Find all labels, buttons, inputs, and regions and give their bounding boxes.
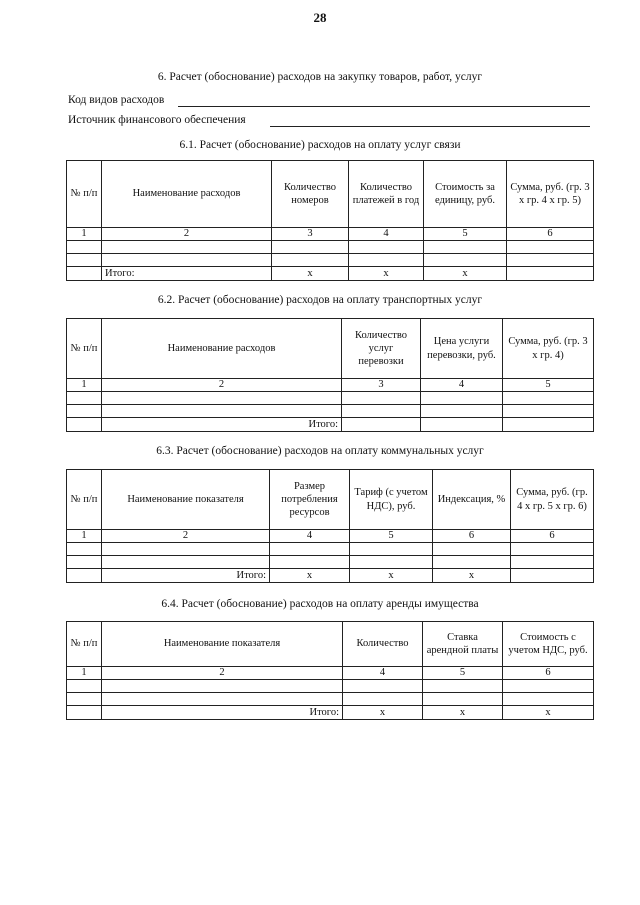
total-cell: х [270, 569, 350, 583]
column-number: 5 [503, 379, 594, 392]
total-cell: х [272, 267, 349, 281]
column-number: 5 [424, 228, 507, 241]
empty-row [67, 680, 594, 693]
header-cell: Наименование показателя [102, 622, 343, 667]
total-label: Итого: [102, 569, 270, 583]
column-number: 2 [102, 530, 270, 543]
column-number: 4 [270, 530, 350, 543]
header-cell: Количество [343, 622, 423, 667]
funding-source-field [270, 126, 590, 127]
funding-source-label: Источник финансового обеспечения [68, 114, 246, 126]
total-cell: х [350, 569, 433, 583]
header-cell: № п/п [67, 161, 102, 228]
header-cell: Сумма, руб. (гр. 4 х гр. 5 х гр. 6) [511, 470, 594, 530]
column-number: 5 [423, 667, 503, 680]
empty-row [67, 693, 594, 706]
table-header-row [67, 622, 594, 667]
header-cell: № п/п [67, 470, 102, 530]
page-number: 28 [313, 10, 327, 25]
column-number: 6 [503, 667, 594, 680]
column-number: 5 [350, 530, 433, 543]
column-number: 6 [507, 228, 594, 241]
expense-code-field [178, 106, 590, 107]
header-cell: Стоимость за единицу, руб. [424, 161, 507, 228]
empty-row [67, 556, 594, 569]
column-number: 2 [102, 228, 272, 241]
column-number: 6 [511, 530, 594, 543]
header-cell: Сумма, руб. (гр. 3 х гр. 4) [503, 319, 594, 379]
empty-row [67, 543, 594, 556]
empty-row [67, 241, 594, 254]
total-row [67, 418, 594, 432]
empty-row [67, 392, 594, 405]
total-cell: х [433, 569, 511, 583]
total-cell: х [343, 706, 423, 720]
column-number: 4 [349, 228, 424, 241]
column-number: 2 [102, 667, 343, 680]
header-cell: № п/п [67, 622, 102, 667]
total-label: Итого: [102, 706, 343, 720]
table-6-2 [66, 318, 594, 432]
column-number: 1 [67, 530, 102, 543]
total-cell: х [503, 706, 594, 720]
table-header-row [67, 470, 594, 530]
table-6-3-title: 6.3. Расчет (обоснование) расходов на оплату коммунальных услуг [156, 445, 484, 457]
column-number: 1 [67, 379, 102, 392]
column-number: 6 [433, 530, 511, 543]
column-number-row [67, 530, 594, 543]
header-cell: Количество услуг перевозки [342, 319, 421, 379]
total-cell: х [423, 706, 503, 720]
column-number: 3 [342, 379, 421, 392]
header-cell: Размер потребления ресурсов [270, 470, 350, 530]
header-cell: Ставка арендной платы [423, 622, 503, 667]
empty-row [67, 254, 594, 267]
column-number: 1 [67, 667, 102, 680]
header-cell: Тариф (с учетом НДС), руб. [350, 470, 433, 530]
header-cell: Сумма, руб. (гр. 3 х гр. 4 х гр. 5) [507, 161, 594, 228]
table-6-1 [66, 160, 594, 281]
header-cell: Количество номеров [272, 161, 349, 228]
header-cell: Наименование расходов [102, 161, 272, 228]
header-cell: Наименование расходов [102, 319, 342, 379]
column-number: 1 [67, 228, 102, 241]
column-number: 4 [421, 379, 503, 392]
expense-code-label: Код видов расходов [68, 94, 165, 106]
header-cell: Цена услуги перевозки, руб. [421, 319, 503, 379]
column-number: 4 [343, 667, 423, 680]
total-row [67, 569, 594, 583]
header-cell: № п/п [67, 319, 102, 379]
header-cell: Количество платежей в год [349, 161, 424, 228]
table-6-1-title: 6.1. Расчет (обоснование) расходов на оплату услуг связи [179, 139, 461, 151]
table-6-4 [66, 621, 594, 720]
header-cell: Наименование показателя [102, 470, 270, 530]
column-number-row [67, 228, 594, 241]
column-number: 3 [272, 228, 349, 241]
header-cell: Индексация, % [433, 470, 511, 530]
section-6-title: 6. Расчет (обоснование) расходов на закупку товаров, работ, услуг [157, 71, 483, 83]
table-header-row [67, 319, 594, 379]
column-number-row [67, 667, 594, 680]
empty-row [67, 405, 594, 418]
total-row [67, 267, 594, 281]
header-cell: Стоимость с учетом НДС, руб. [503, 622, 594, 667]
table-6-4-title: 6.4. Расчет (обоснование) расходов на оплату аренды имущества [161, 598, 479, 610]
total-cell: х [424, 267, 507, 281]
column-number: 2 [102, 379, 342, 392]
total-cell: х [349, 267, 424, 281]
total-row [67, 706, 594, 720]
table-6-3 [66, 469, 594, 583]
table-header-row [67, 161, 594, 228]
column-number-row [67, 379, 594, 392]
total-label: Итого: [102, 267, 272, 281]
total-label: Итого: [102, 418, 342, 432]
table-6-2-title: 6.2. Расчет (обоснование) расходов на оплату транспортных услуг [157, 294, 483, 306]
